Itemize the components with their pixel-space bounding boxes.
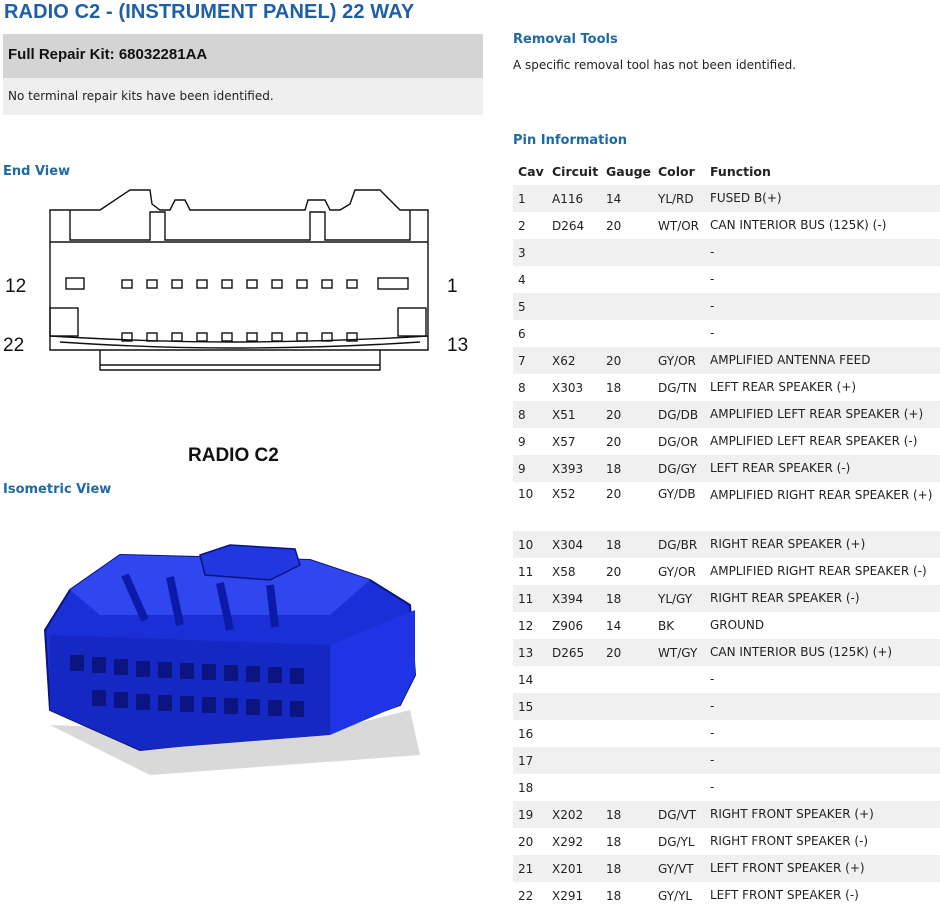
cell-color: YL/RD (653, 185, 705, 212)
cell-function: - (705, 693, 940, 720)
column-header-function: Function (710, 164, 771, 179)
cell-cav: 19 (513, 801, 547, 828)
repair-kit-header (3, 34, 483, 78)
cell-function: - (710, 326, 715, 340)
cell-gauge: 18 (606, 380, 622, 395)
cell-color: GY/YL (658, 888, 693, 903)
cell-function: - (710, 272, 715, 286)
pin-label-1: 1 (447, 276, 458, 297)
cell-gauge: 20 (606, 487, 622, 501)
table-row (513, 693, 940, 720)
cell-function: - (710, 726, 715, 740)
cell-color (653, 747, 705, 774)
cell-circuit: D265 (547, 639, 601, 666)
table-row (513, 612, 940, 639)
cell-gauge (601, 720, 653, 747)
cell-color (653, 239, 705, 266)
cell-cav: 22 (518, 888, 534, 903)
table-row (513, 455, 940, 482)
cell-circuit (547, 320, 601, 347)
cell-function: RIGHT REAR SPEAKER (-) (705, 585, 940, 612)
cell-cav: 11 (513, 585, 547, 612)
cell-function: - (710, 780, 715, 794)
cell-color: GY/OR (658, 564, 696, 579)
cell-color: GY/VT (653, 855, 705, 882)
cell-color (653, 774, 705, 801)
cell-function: LEFT REAR SPEAKER (+) (710, 380, 857, 394)
cell-circuit (547, 693, 601, 720)
table-header-row (513, 158, 940, 185)
cell-function: FUSED B(+) (705, 185, 940, 212)
table-row (513, 774, 940, 801)
cell-color: YL/GY (653, 585, 705, 612)
cell-cav: 9 (518, 434, 526, 449)
cell-circuit (547, 239, 601, 266)
cell-gauge: 20 (606, 564, 622, 579)
column-header-gauge: Gauge (606, 164, 652, 179)
cell-cav: 8 (518, 380, 526, 395)
cell-gauge: 18 (601, 855, 653, 882)
cell-gauge: 18 (606, 834, 622, 849)
cell-function: LEFT REAR SPEAKER (-) (705, 455, 940, 482)
cell-gauge: 18 (606, 888, 622, 903)
cell-cav: 6 (518, 326, 526, 341)
cell-color: DG/DB (653, 401, 705, 428)
cell-gauge: 20 (606, 218, 622, 233)
cell-cav: 10 (518, 487, 534, 501)
cell-cav: 4 (518, 272, 526, 287)
removal-tools-heading: Removal Tools (513, 32, 618, 47)
cell-gauge (601, 320, 653, 347)
cell-function: - (705, 747, 940, 774)
cell-color (653, 666, 705, 693)
cell-circuit: X51 (547, 401, 601, 428)
repair-kit-note: No terminal repair kits have been identified. (8, 89, 274, 103)
table-row (513, 320, 940, 347)
column-header-circuit: Circuit (552, 164, 599, 179)
cell-cav: 3 (513, 239, 547, 266)
cell-color: DG/OR (658, 434, 699, 449)
cell-gauge: 18 (601, 801, 653, 828)
table-row (513, 239, 940, 266)
cell-cav: 18 (518, 780, 534, 795)
end-view-heading: End View (3, 164, 71, 179)
cell-color: WT/OR (658, 218, 700, 233)
removal-tools-text: A specific removal tool has not been identified. (513, 58, 797, 72)
column-header-color: Color (658, 164, 695, 179)
cell-color: GY/OR (653, 347, 705, 374)
cell-circuit: X393 (547, 455, 601, 482)
cell-circuit: X52 (552, 487, 576, 501)
table-row (513, 266, 940, 293)
cell-cav: 1 (513, 185, 547, 212)
cell-gauge: 20 (601, 347, 653, 374)
cell-color (653, 720, 705, 747)
connector-caption: RADIO C2 (188, 445, 279, 466)
cell-gauge (601, 293, 653, 320)
cell-cav: 9 (513, 455, 547, 482)
cell-cav: 12 (518, 618, 534, 633)
cell-function: AMPLIFIED RIGHT REAR SPEAKER (+) (710, 488, 933, 502)
cell-color (653, 320, 705, 347)
table-row (513, 212, 940, 239)
cell-function: GROUND (710, 618, 765, 632)
cell-circuit: X58 (552, 564, 576, 579)
cell-function: LEFT FRONT SPEAKER (+) (705, 855, 940, 882)
cell-gauge: 18 (601, 455, 653, 482)
cell-color: GY/DB (658, 487, 696, 501)
pin-label-12: 12 (5, 276, 27, 297)
cell-circuit (547, 666, 601, 693)
table-row (513, 720, 940, 747)
page-title: RADIO C2 - (INSTRUMENT PANEL) 22 WAY (4, 1, 415, 23)
cell-cav: 11 (518, 564, 534, 579)
cell-gauge: 18 (601, 585, 653, 612)
cell-cav: 20 (518, 834, 534, 849)
cell-circuit (547, 293, 601, 320)
cell-color: WT/GY (653, 639, 705, 666)
cell-circuit: A116 (547, 185, 601, 212)
repair-kit-panel (3, 34, 483, 115)
cell-function: - (705, 293, 940, 320)
cell-cav: 15 (513, 693, 547, 720)
table-row (513, 531, 940, 558)
cell-cav: 10 (513, 531, 547, 558)
pin-label-13: 13 (447, 335, 469, 356)
cell-cav: 7 (513, 347, 547, 374)
cell-function: AMPLIFIED LEFT REAR SPEAKER (-) (710, 434, 918, 448)
cell-function: CAN INTERIOR BUS (125K) (+) (705, 639, 940, 666)
cell-color (653, 266, 705, 293)
cell-color: DG/TN (658, 380, 697, 395)
connector-isometric-image (30, 535, 430, 775)
cell-function: AMPLIFIED RIGHT REAR SPEAKER (-) (710, 564, 927, 578)
cell-circuit (547, 720, 601, 747)
table-row (513, 666, 940, 693)
cell-function: - (710, 672, 715, 686)
cell-circuit: X292 (552, 834, 584, 849)
table-row (513, 855, 940, 882)
cell-gauge: 20 (606, 434, 622, 449)
column-header-cav: Cav (518, 164, 544, 179)
cell-circuit: X304 (547, 531, 601, 558)
table-row (513, 639, 940, 666)
table-row (513, 747, 940, 774)
table-row (513, 347, 940, 374)
cell-gauge (601, 747, 653, 774)
cell-gauge: 14 (601, 185, 653, 212)
cell-function: CAN INTERIOR BUS (125K) (-) (710, 218, 887, 232)
cell-color: DG/VT (653, 801, 705, 828)
cell-circuit: X57 (552, 434, 576, 449)
repair-kit-heading: Full Repair Kit: 68032281AA (8, 46, 208, 63)
connector-end-view-diagram (0, 180, 480, 390)
cell-color: BK (658, 618, 675, 633)
table-row (513, 428, 940, 455)
cell-circuit: Z906 (552, 618, 584, 633)
cell-function: LEFT FRONT SPEAKER (-) (710, 888, 859, 902)
cell-circuit: X394 (547, 585, 601, 612)
cell-gauge: 18 (601, 531, 653, 558)
cell-color (653, 693, 705, 720)
cell-cav: 17 (513, 747, 547, 774)
table-row (513, 374, 940, 401)
cell-circuit: X202 (547, 801, 601, 828)
cell-function: RIGHT FRONT SPEAKER (+) (705, 801, 940, 828)
cell-circuit: X62 (547, 347, 601, 374)
cell-cav: 16 (518, 726, 534, 741)
cell-gauge (601, 693, 653, 720)
cell-function: AMPLIFIED LEFT REAR SPEAKER (+) (705, 401, 940, 428)
table-row (513, 828, 940, 855)
table-row (513, 293, 940, 320)
table-row (513, 558, 940, 585)
isometric-view-heading: Isometric View (3, 482, 112, 497)
pin-information-heading: Pin Information (513, 133, 628, 148)
cell-gauge: 20 (601, 639, 653, 666)
cell-circuit: X303 (552, 380, 584, 395)
cell-gauge: 20 (601, 401, 653, 428)
pin-label-22: 22 (3, 335, 25, 356)
table-row (513, 801, 940, 828)
pin-information-table (513, 158, 940, 909)
cell-circuit (547, 747, 601, 774)
cell-cav: 5 (513, 293, 547, 320)
cell-function: RIGHT REAR SPEAKER (+) (705, 531, 940, 558)
cell-circuit (547, 266, 601, 293)
cell-gauge (601, 239, 653, 266)
cell-circuit: D264 (552, 218, 585, 233)
cell-gauge (601, 774, 653, 801)
cell-color (653, 293, 705, 320)
table-row (513, 482, 940, 531)
cell-cav: 14 (518, 672, 534, 687)
cell-color: DG/GY (653, 455, 705, 482)
cell-cav: 13 (513, 639, 547, 666)
cell-function: AMPLIFIED ANTENNA FEED (705, 347, 940, 374)
cell-cav: 21 (513, 855, 547, 882)
cell-cav: 8 (513, 401, 547, 428)
cell-circuit (547, 774, 601, 801)
cell-color: DG/BR (653, 531, 705, 558)
cell-function: RIGHT FRONT SPEAKER (-) (710, 834, 869, 848)
cell-gauge (601, 666, 653, 693)
cell-gauge (601, 266, 653, 293)
cell-gauge: 14 (606, 618, 622, 633)
cell-circuit: X201 (547, 855, 601, 882)
cell-color: DG/YL (658, 834, 695, 849)
table-row (513, 185, 940, 212)
cell-circuit: X291 (552, 888, 584, 903)
cell-function: - (705, 239, 940, 266)
table-row (513, 585, 940, 612)
table-row (513, 401, 940, 428)
cell-cav: 2 (518, 218, 526, 233)
table-row (513, 882, 940, 909)
